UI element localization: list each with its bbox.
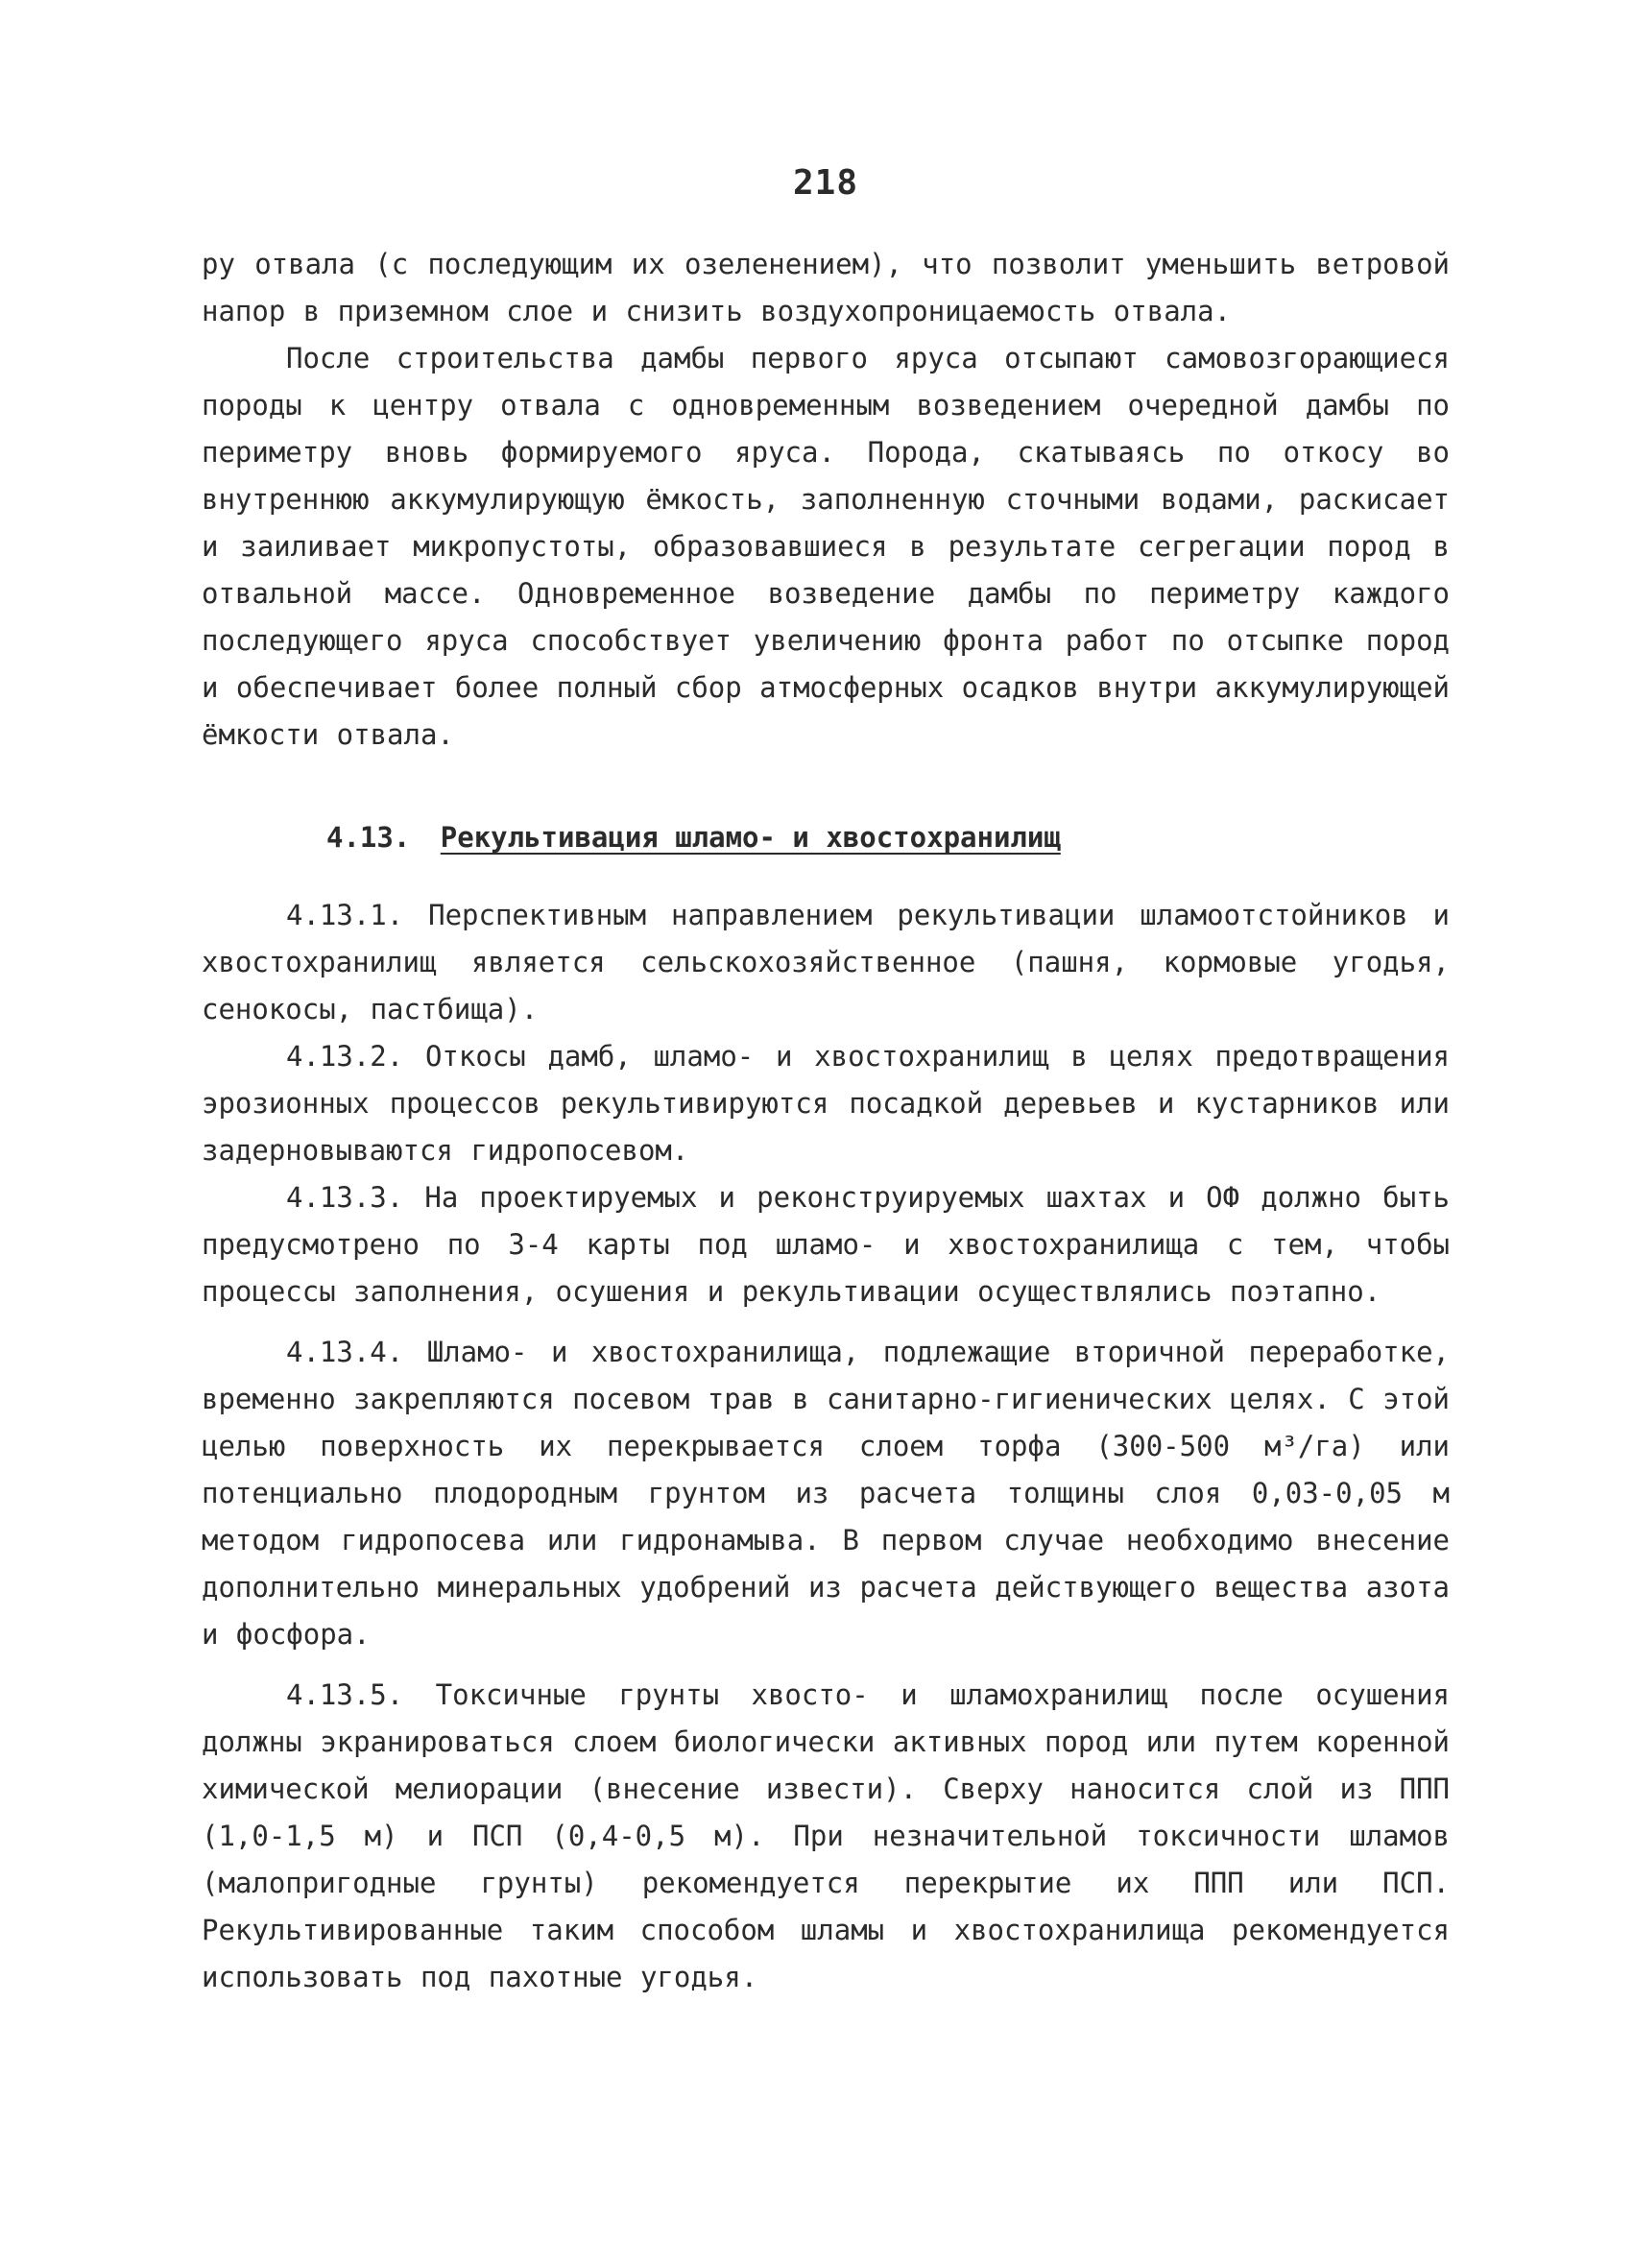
clause-4-13-1: 4.13.1. Перспективным направлением рекультивации шламоотстойников и хвостохранилищ является сельскохозяйственное (пашня, кормовые угодья, сенокосы, пастбища). <box>202 899 1450 1025</box>
clause-4-13-5: 4.13.5. Токсичные грунты хвосто- и шламохранилищ после осушения должны экранироваться слоем биологически активных пород или путем коренной химической мелиорации (внесение извести). Сверху наносится слой из ППП (1,0-1,5 м) и ПСП (0,4-0,5 м). При незначительной токсичности шламов (малопригодные грунты) рекомендуется перекрытие их ППП или ПСП. Рекультивированные таким способом шламы и хвостохранилища рекомендуется использовать под пахотные угодья. <box>202 1678 1451 1993</box>
section-number: 4.13. <box>326 821 411 854</box>
section-title: Рекультивация шламо- и хвостохранилищ <box>440 821 1061 854</box>
spacer <box>202 1315 1450 1329</box>
clause-4-13-2: 4.13.2. Откосы дамб, шламо- и хвостохранилищ в целях предотвращения эрозионных процессов рекультивируются посадкой деревьев и кустарников или задерновываются гидропосевом. <box>202 1040 1450 1167</box>
section-heading <box>202 814 1450 861</box>
paragraph-dam-construction: После строительства дамбы первого яруса отсыпают самовозгорающиеся породы к центру отвала с одновременным возведением очередной дамбы по периметру вновь формируемого яруса. Порода, скатываясь по откосу во внутреннюю аккумулирующую ёмкость, заполненную сточными водами, раскисает и заиливает микропустоты, образовавшиеся в результате сегрегации пород в отвальной массе. Одновременное возведение дамбы по периметру каждого последующего яруса способствует увеличению фронта работ по отсыпке пород и обеспечивает более полный сбор атмосферных осадков внутри аккумулирующей ёмкости отвала. <box>202 342 1451 751</box>
paragraph-continuation: ру отвала (с последующим их озеленением), что позволит уменьшить ветровой напор в приземном слое и снизить воздухопроницаемость отвала. <box>202 248 1450 327</box>
spacer <box>202 1658 1450 1672</box>
document-page <box>202 163 1450 2001</box>
clause-4-13-3: 4.13.3. На проектируемых и реконструируемых шахтах и ОФ должно быть предусмотрено по 3-4 карты под шламо- и хвостохранилища с тем, чтобы процессы заполнения, осушения и рекультивации осуществлялись поэтапно. <box>202 1181 1450 1308</box>
page-number: 218 <box>792 163 859 203</box>
clause-4-13-4: 4.13.4. Шламо- и хвостохранилища, подлежащие вторичной переработке, временно закрепляются посевом трав в санитарно-гигиенических целях. С этой целью поверхность их перекрывается слоем торфа (300-500 м³/га) или потенциально плодородным грунтом из расчета толщины слоя 0,03-0,05 м методом гидропосева или гидронамыва. В первом случае необходимо внесение дополнительно минеральных удобрений из расчета действующего вещества азота и фосфора. <box>202 1336 1451 1651</box>
